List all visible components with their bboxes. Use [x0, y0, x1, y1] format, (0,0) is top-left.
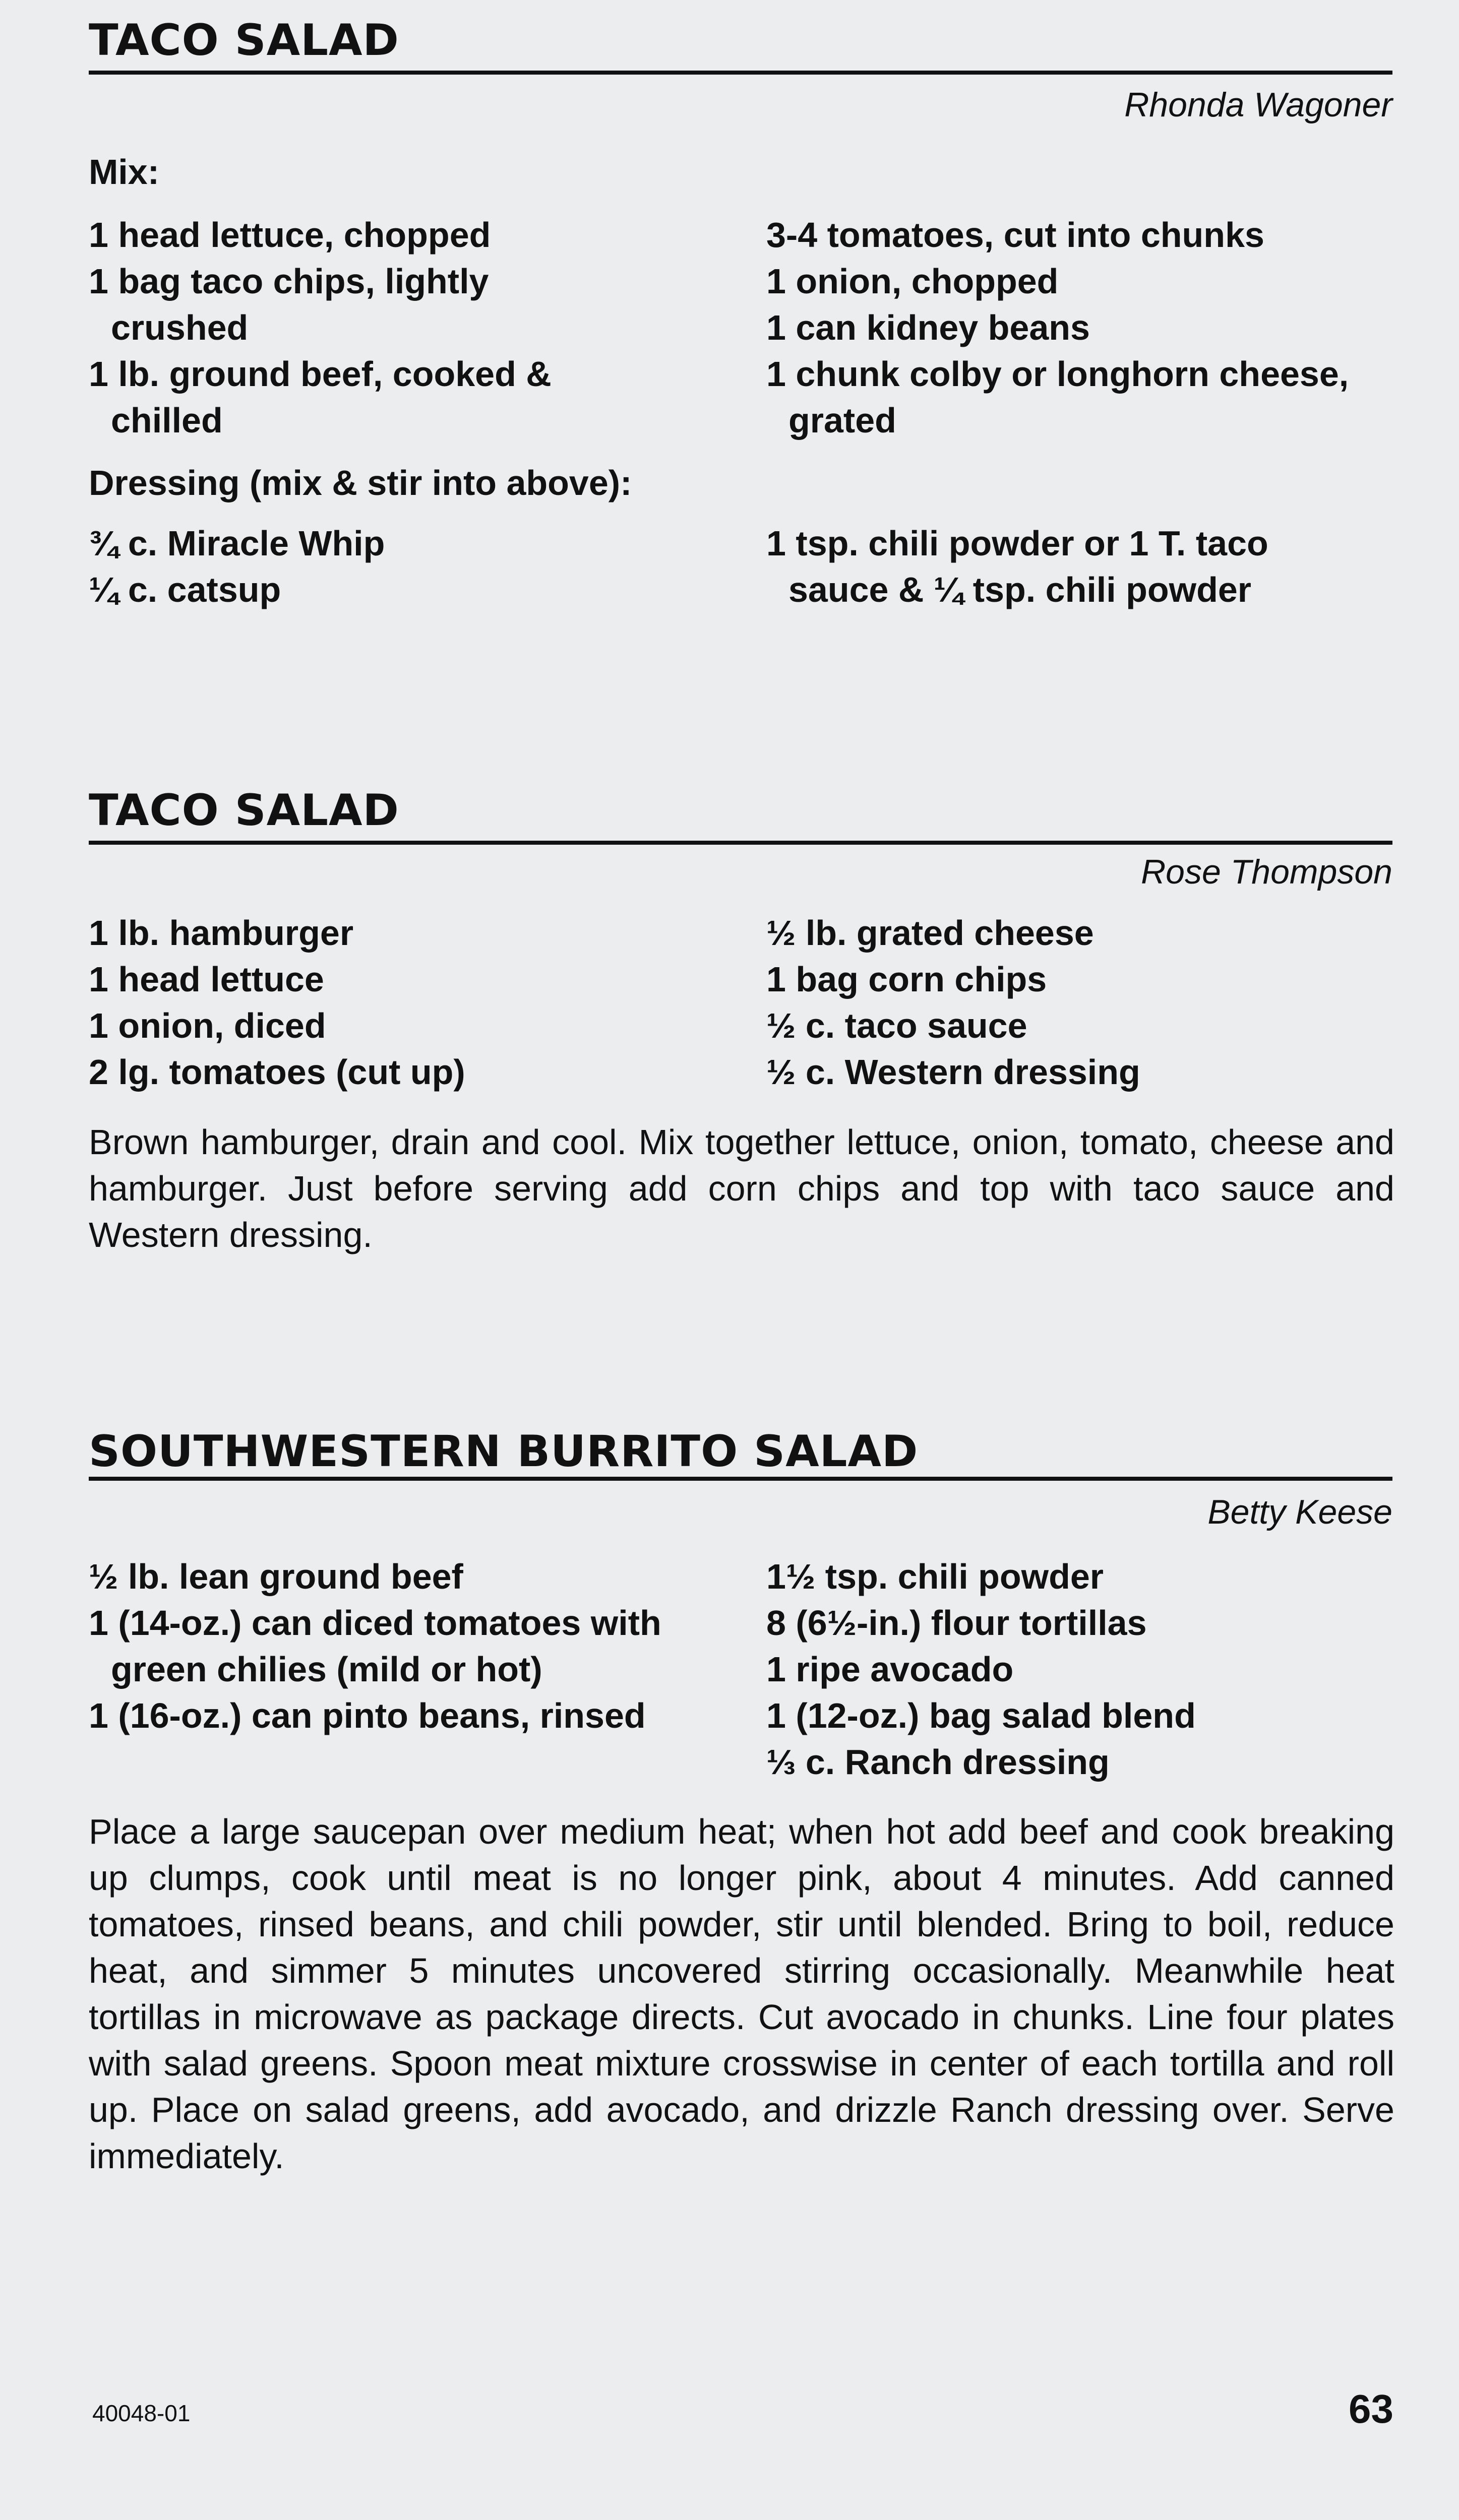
ingredient: 1 lb. ground beef, cooked & chilled: [89, 354, 552, 440]
recipe-1-mix-label: Mix:: [89, 152, 159, 192]
ingredient: 1 tsp. chili powder or 1 T. taco sauce & ¼ tsp. chili powder: [766, 524, 1268, 609]
recipe-2-ingredients-right: [766, 910, 1422, 1095]
recipe-3-directions: Place a large saucepan over medium heat; when hot add beef and cook breaking up clumps, cook until meat is no longer pink, about 4 minutes. Add canned tomatoes, rinsed beans, and chili powder, stir until blended. Bring to boil, reduce heat, and simmer 5 minutes uncovered stirring occasionally. Meanwhile heat tortillas in microwave as package directs. Cut avocado in chunks. Line four plates with salad greens. Spoon meat mixture crosswise in center of each tortilla and roll up. Place on salad greens, add avocado, and drizzle Ranch dressing over. Serve immediately.: [89, 1812, 1394, 2176]
ingredient: 1 onion, chopped: [766, 262, 1059, 301]
ingredient: 1 onion, diced: [89, 1006, 326, 1045]
recipe-2-author: Rose Thompson: [1141, 853, 1392, 891]
recipe-2-rule: [89, 841, 1392, 845]
footer-code: 40048-01: [92, 2400, 191, 2426]
ingredient: 1 can kidney beans: [766, 308, 1090, 347]
ingredient: 1 head lettuce: [89, 960, 324, 999]
ingredient: ½ lb. lean ground beef: [89, 1557, 463, 1596]
ingredient: 1 chunk colby or longhorn cheese, grated: [766, 354, 1349, 440]
recipe-3-rule: [89, 1477, 1392, 1481]
ingredient: ½ c. Western dressing: [766, 1052, 1140, 1092]
ingredient: ⅓ c. Ranch dressing: [766, 1742, 1110, 1782]
recipe-3-ingredients-right: [766, 1553, 1422, 1785]
ingredient: 1 ripe avocado: [766, 1650, 1014, 1689]
ingredient: 1 bag corn chips: [766, 960, 1047, 999]
ingredient: 8 (6½-in.) flour tortillas: [766, 1603, 1147, 1643]
ingredient: 1 (12-oz.) bag salad blend: [766, 1696, 1196, 1735]
recipe-1-ingredients-left: [89, 212, 744, 444]
ingredient: 1 head lettuce, chopped: [89, 215, 491, 255]
ingredient: 1 lb. hamburger: [89, 913, 354, 953]
recipe-2-ingredients-left: [89, 910, 744, 1095]
ingredient: 1 bag taco chips, lightly crushed: [89, 262, 489, 347]
page-number: 63: [1349, 2386, 1393, 2431]
recipe-1-author: Rhonda Wagoner: [1124, 86, 1392, 124]
ingredient: 2 lg. tomatoes (cut up): [89, 1052, 465, 1092]
ingredient: ½ lb. grated cheese: [766, 913, 1094, 953]
recipe-2-directions: Brown hamburger, drain and cool. Mix together lettuce, onion, tomato, cheese and hamburger. Just before serving add corn chips and top with taco sauce and Western dressing.: [89, 1122, 1394, 1254]
recipe-3-title: SOUTHWESTERN BURRITO SALAD: [89, 1426, 919, 1477]
ingredient: ½ c. taco sauce: [766, 1006, 1027, 1045]
ingredient: 1 (14-oz.) can diced tomatoes with green chilies (mild or hot): [89, 1603, 661, 1689]
ingredient: 1½ tsp. chili powder: [766, 1557, 1104, 1596]
ingredient: ¾ c. Miracle Whip: [89, 524, 385, 563]
recipe-2-title: TACO SALAD: [89, 785, 399, 836]
recipe-1-dressing-left: [89, 520, 744, 613]
recipe-1-dressing-right: [766, 520, 1422, 613]
ingredient: ¼ c. catsup: [89, 570, 281, 609]
recipe-3-ingredients-left: [89, 1553, 744, 1739]
ingredient: 3-4 tomatoes, cut into chunks: [766, 215, 1264, 255]
recipe-1-title: TACO SALAD: [89, 15, 399, 66]
recipe-1-rule: [89, 71, 1392, 75]
recipe-1-dressing-label: Dressing (mix & stir into above):: [89, 463, 632, 502]
recipe-1-ingredients-right: [766, 212, 1422, 444]
recipe-3-author: Betty Keese: [1207, 1493, 1392, 1531]
ingredient: 1 (16-oz.) can pinto beans, rinsed: [89, 1696, 646, 1735]
